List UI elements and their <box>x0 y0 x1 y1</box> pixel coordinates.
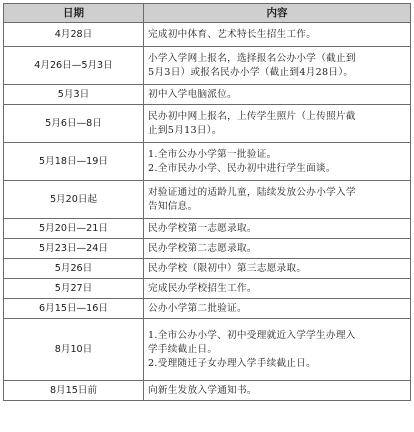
table-row <box>4 105 411 143</box>
table-header-row <box>4 4 411 23</box>
content-line: 向新生发放入学通知书。 <box>148 384 257 396</box>
schedule-table <box>3 3 411 401</box>
row-date: 5月23日—24日 <box>4 239 144 259</box>
table-row <box>4 47 411 85</box>
content-line: 公办小学第二批验证。 <box>148 302 247 314</box>
row-date: 8月15日前 <box>4 381 144 401</box>
table-row <box>4 259 411 279</box>
content-line: 2.受理随迁子女办理入学手续截止日。 <box>148 357 317 369</box>
row-date: 4月26日—5月3日 <box>4 47 144 85</box>
content-line: 初中入学电脑派位。 <box>148 88 238 100</box>
table-row <box>4 299 411 319</box>
content-line: 完成初中体育、艺术特长生招生工作。 <box>148 28 317 40</box>
row-content <box>144 381 411 401</box>
content-line: 民办学校第一志愿录取。 <box>148 222 257 234</box>
table-row <box>4 219 411 239</box>
table-row <box>4 85 411 105</box>
content-line: 民办学校（限初中）第三志愿录取。 <box>148 262 307 274</box>
content-line: 止到5月13日）。 <box>148 124 222 136</box>
row-date: 5月18日—19日 <box>4 143 144 181</box>
row-content <box>144 219 411 239</box>
row-date: 5月6日—8日 <box>4 105 144 143</box>
table-row <box>4 143 411 181</box>
table-row <box>4 239 411 259</box>
row-date: 4月28日 <box>4 23 144 47</box>
content-line: 告知信息。 <box>148 200 198 212</box>
content-line: 民办初中网上报名，上传学生照片（上传照片截 <box>148 110 356 122</box>
row-content <box>144 105 411 143</box>
row-content <box>144 239 411 259</box>
content-line: 完成民办学校招生工作。 <box>148 282 257 294</box>
row-content <box>144 279 411 299</box>
row-date: 5月27日 <box>4 279 144 299</box>
row-content <box>144 143 411 181</box>
row-content <box>144 259 411 279</box>
row-content <box>144 181 411 219</box>
content-line: 小学入学网上报名，选择报名公办小学（截止到 <box>148 52 356 64</box>
content-line: 对验证通过的适龄儿童，陆续发放公办小学入学 <box>148 186 356 198</box>
content-line: 民办学校第二志愿录取。 <box>148 242 257 254</box>
table-row <box>4 381 411 401</box>
row-content <box>144 23 411 47</box>
row-content <box>144 47 411 85</box>
table-row <box>4 319 411 381</box>
row-date: 5月3日 <box>4 85 144 105</box>
table-row <box>4 279 411 299</box>
row-date: 5月20日起 <box>4 181 144 219</box>
header-content: 内容 <box>144 4 411 23</box>
row-date: 6月15日—16日 <box>4 299 144 319</box>
row-date: 8月10日 <box>4 319 144 381</box>
row-date: 5月20日—21日 <box>4 219 144 239</box>
table-row <box>4 181 411 219</box>
content-line: 1.全市公办小学第一批验证。 <box>148 148 277 160</box>
row-content <box>144 85 411 105</box>
row-content <box>144 299 411 319</box>
content-line: 学手续截止日。 <box>148 343 218 355</box>
enrollment-schedule <box>3 3 410 401</box>
content-line: 2.全市民办小学、民办初中进行学生面谈。 <box>148 162 336 174</box>
header-date: 日期 <box>4 4 144 23</box>
content-line: 1.全市公办小学、初中受理就近入学学生办理入 <box>148 329 356 341</box>
row-date: 5月26日 <box>4 259 144 279</box>
row-content <box>144 319 411 381</box>
table-row <box>4 23 411 47</box>
content-line: 5月3日）或报名民办小学（截止到4月28日）。 <box>148 66 354 78</box>
